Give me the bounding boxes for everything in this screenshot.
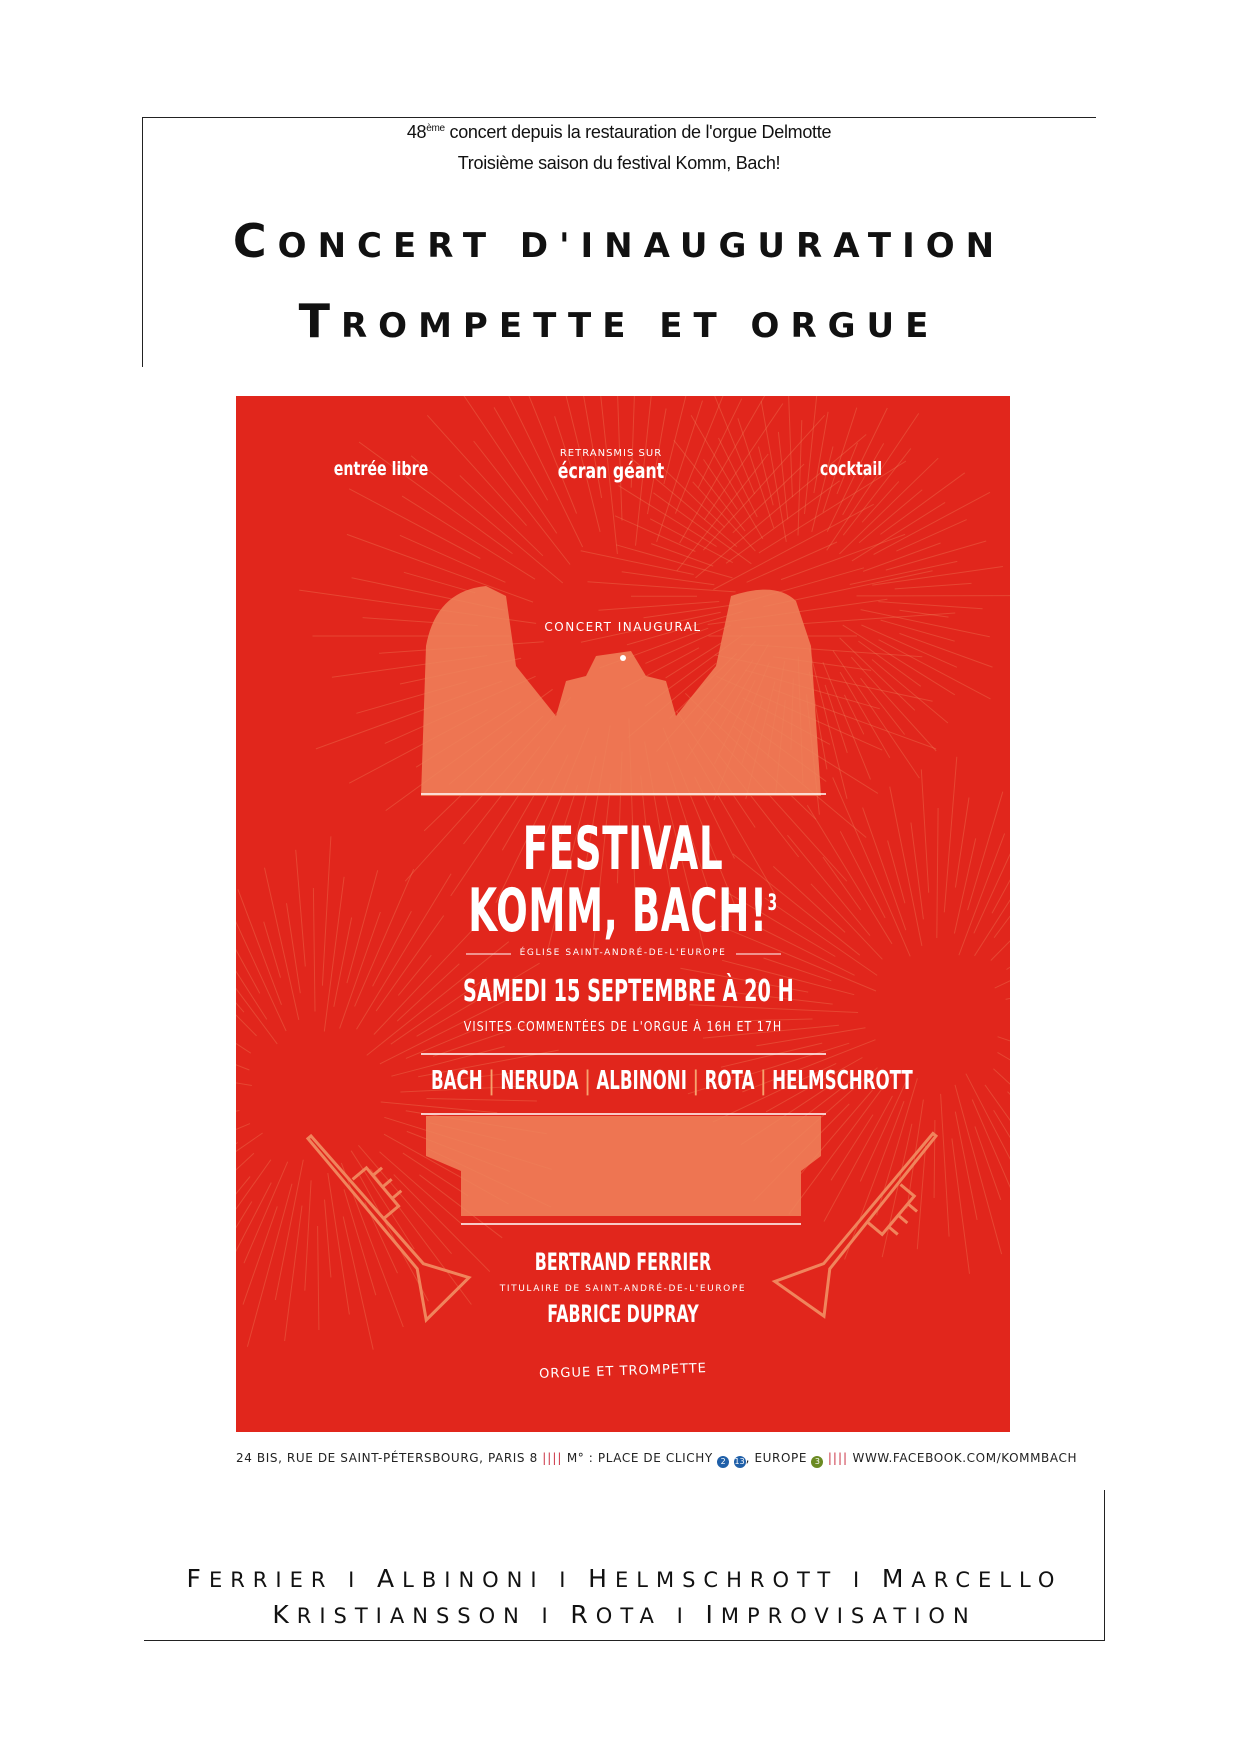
giant-screen-label: écran géant — [557, 459, 665, 483]
concert-inaugural-label: CONCERT INAUGURAL — [544, 620, 702, 634]
venue-address-strip: 24 BIS, RUE DE SAINT-PÉTERSBOURG, PARIS 8 |||| M° : PLACE DE CLICHY 2 13, EUROPE 3 |||| WWW.FACEBOOK.COM/KOMMBACH — [236, 1451, 1078, 1466]
facebook-link[interactable]: WWW.FACEBOOK.COM/KOMMBACH — [852, 1451, 1078, 1465]
metro-line-2-icon: 2 — [717, 1456, 729, 1468]
program-composers-row-1: FERRIER I ALBINONI I HELMSCHROTT I MARCELLO — [186, 1564, 1063, 1593]
cocktail-label: cocktail — [819, 458, 883, 480]
header-top-rule — [142, 117, 1096, 118]
composer-list: BACH | NERUDA | ALBINONI | ROTA | HELMSCHROTT — [431, 1066, 913, 1096]
separator-bars: |||| — [827, 1451, 849, 1465]
free-entry-label: entrée libre — [333, 458, 429, 480]
metro-line-3-icon: 3 — [811, 1456, 823, 1468]
program-composers-row-2: KRISTIANSSON I ROTA I IMPROVISATION — [272, 1600, 977, 1629]
page-subtitle: TROMPETTE ET ORGUE — [298, 294, 940, 348]
festival-heading: FESTIVAL — [522, 814, 724, 884]
performer-trumpeter: FABRICE DUPRAY — [547, 1300, 699, 1328]
poster-dot — [620, 655, 626, 661]
performer-organist: BERTRAND FERRIER — [534, 1248, 712, 1276]
page-title: CONCERT D'INAUGURATION — [232, 214, 1006, 268]
church-name: ÉGLISE SAINT-ANDRÉ-DE-L'EUROPE — [519, 948, 727, 958]
organ-lower-silhouette — [426, 1116, 821, 1216]
footer-bottom-rule — [144, 1640, 1105, 1641]
concert-number-line: 48ème concert depuis la restauration de l'orgue Delmotte — [406, 122, 832, 142]
retransmitted-label: RETRANSMIS SUR — [559, 448, 663, 459]
separator-bars: |||| — [542, 1451, 563, 1465]
organ-and-trumpet-label: ORGUE ET TROMPETTE — [538, 1361, 708, 1382]
festival-season-line: Troisième saison du festival Komm, Bach! — [457, 153, 781, 173]
concert-date: SAMEDI 15 SEPTEMBRE À 20 H — [463, 974, 794, 1009]
organist-title: TITULAIRE DE SAINT-ANDRÉ-DE-L'EUROPE — [499, 1284, 747, 1294]
metro-line-13-icon: 13 — [734, 1457, 745, 1466]
festival-poster — [236, 396, 1010, 1432]
organ-upper-silhouette — [421, 586, 821, 796]
guided-tours: VISITES COMMENTÉES DE L'ORGUE À 16H ET 17H — [463, 1020, 783, 1035]
komm-bach-heading: KOMM, BACH!$^3$ — [468, 876, 778, 946]
